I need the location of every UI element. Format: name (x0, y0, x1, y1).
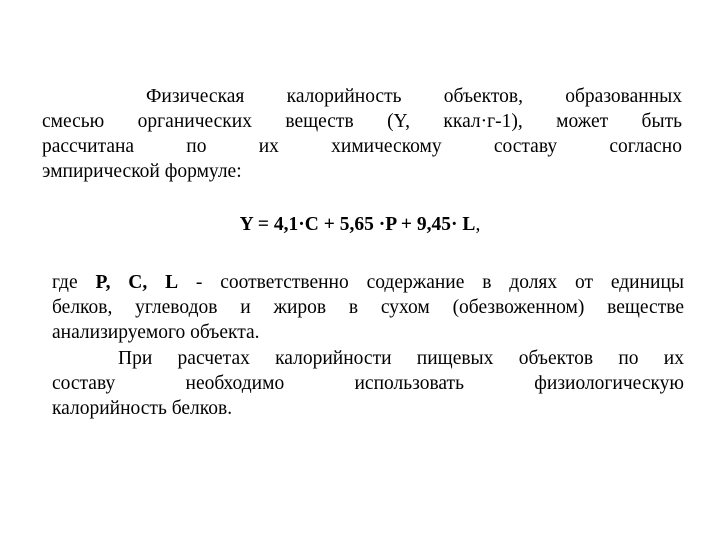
formula-comma: , (475, 214, 481, 235)
intro-line-4: эмпирической формуле: (42, 161, 242, 182)
intro-line-3: рассчитана по их химическому составу согласно (42, 136, 682, 157)
usage-line-3: калорийность белков. (52, 398, 233, 419)
variables-line-1-rest: - соответственно содержание в долях от единицы (178, 272, 684, 293)
variables-prefix: где (52, 272, 96, 293)
usage-line-2: составу необходимо использовать физиологическую (52, 373, 684, 394)
usage-paragraph (52, 346, 684, 421)
formula-expression: Y = 4,1·C + 5,65 ·P + 9,45· L (239, 214, 476, 235)
intro-line-1: Физическая калорийность объектов, образованных (146, 86, 682, 107)
intro-paragraph (42, 84, 682, 184)
variables-line-3: анализируемого объекта. (52, 322, 260, 343)
calorie-formula (0, 212, 720, 237)
variables-paragraph (52, 270, 684, 345)
intro-line-2: смесью органических веществ (Y, ккал·г-1), может быть (42, 111, 682, 132)
variables-symbols: P, C, L (95, 272, 179, 293)
usage-line-1: При расчетах калорийности пищевых объектов по их (118, 348, 684, 369)
variables-line-2: белков, углеводов и жиров в сухом (обезвоженном) веществе (52, 297, 684, 318)
